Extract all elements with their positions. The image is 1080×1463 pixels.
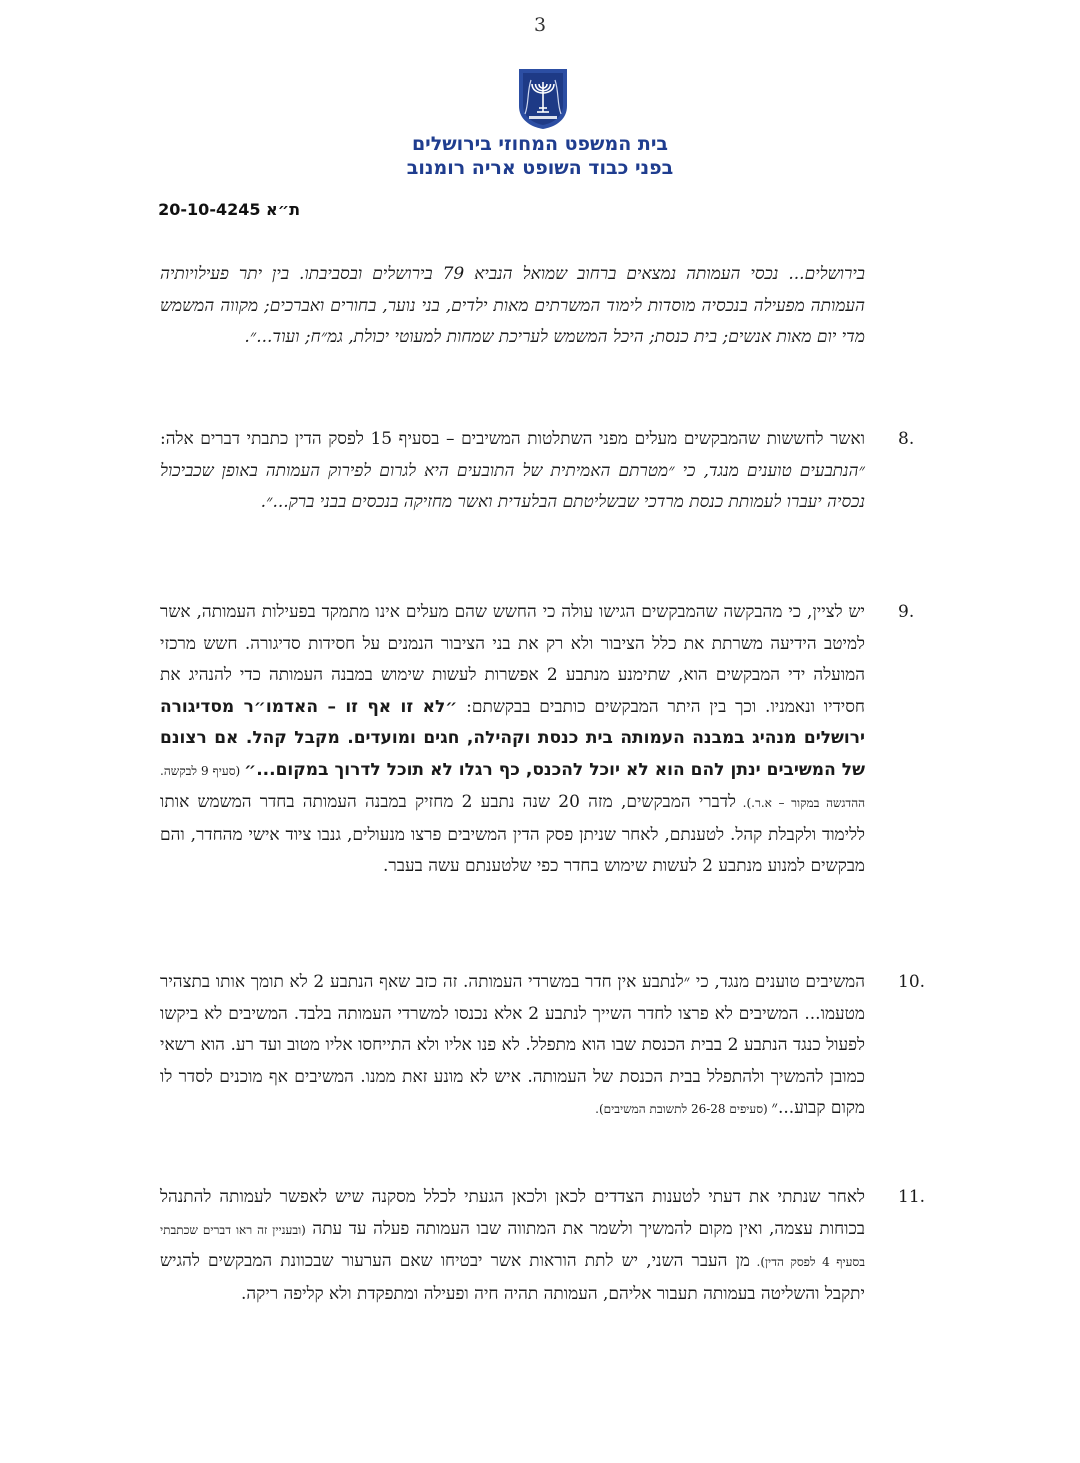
paragraph-9	[160, 597, 865, 883]
paragraph-11-text: לאחר שנתתי את דעתי לטענות הצדדים לכאן ולכאן הגעתי לכלל מסקנה שיש לאפשר לעמותה להתנהל בכוחות עצמה, ואין מקום להמשיך ולשמר את המתווה שבו העמותה פעלה עד עתה	[160, 1187, 865, 1239]
quote-block: בירושלים... נכסי העמותה נמצאים ברחוב שמואל הנביא 79 בירושלים ובסביבתו. בין יתר פעילויותיה העמותה מפעילה בנכסיה מוסדות לימוד המשרתים מאות ילדים, בני נוער, בחורים ואברכים; מקווה המשמש מדי יום מאות אנשים; בית כנסת; היכל המשמש לעריכת שמחות למעוטי יכולת, גמ״ח; ועוד...״.	[160, 264, 865, 347]
paragraph-8	[160, 424, 865, 519]
paragraph-number-8: 8.	[898, 429, 915, 449]
paragraph-number-9: 9.	[898, 602, 915, 622]
paragraph-10	[160, 967, 865, 1126]
paragraph-10-text: המשיבים טוענים מנגד, כי ״לנתבע אין חדר במשרדי העמותה. זה כזב שאף הנתבע 2 לא תומך אותו בתצהיר מטעמו... המשיבים לא פרצו לחדר השייך לנתבע 2 אלא נכנסו למשרדי העמותה בלבד. המשיבים לא ביקשו לפעול כנגד הנתבע 2 בבית הכנסת שבו הוא מתפלל. לא פנו אליו ולא התייחסו אליו מטוב ועד רע. הוא רשאי כמובן להמשיך ולהתפלל בבית הכנסת של העמותה. איש לא מונע זאת ממנו. המשיבים אף מוכנים לסדר לו מקום קבוע...״	[160, 972, 865, 1118]
page-number: 3	[533, 14, 547, 36]
court-name: בית המשפט המחוזי בירושלים	[411, 133, 669, 155]
paragraph-11	[160, 1182, 865, 1310]
paragraph-9-citation: (סעיף 9 לבקשה. ההדגשה במקור – א.ר.).	[160, 763, 866, 810]
paragraph-9-text-continued: לדברי המבקשים, מזה 20 שנה נתבע 2 מחזיק במבנה העמותה בחדר המשמש אותו ללימוד ולקבלת קהל. לטענתם, לאחר שניתן פסק הדין המשיבים פרצו מנעולים, גנבו ציוד אישי מהחדר, והם מבקשים למנוע מנתבע 2 לעשות שימוש בחדר כפי שלטענתם עשה בעבר.	[160, 792, 865, 876]
paragraph-number-10: 10.	[898, 972, 926, 992]
paragraph-10-citation: (סעיפים 26-28 לתשובת המשיבים).	[595, 1102, 772, 1116]
paragraph-11-text-continued: מן העבר השני, יש לתת הוראות אשר יבטיחו שאם הערעור שבכוונת המבקשים להגיש יתקבל והשליטה בעמותה תעבור אליהם, העמותה תהיה חיה ופעילה ומתפקדת ולא קליפה ריקה.	[160, 1251, 865, 1304]
paragraph-number-11: 11.	[898, 1187, 926, 1207]
paragraph-9-bold-quote: ״לא זו אף זו – האדמו״ר מסדיגורה ירושלים מנהיג במבנה העמותה בית כנסת וקהילה, חגים ומועדים. מקבל קהל. אם רצונם של המשיבים ינתן להם הוא לא יוכל להכנס, כף רגלו לא תוכל לדרוך במקום...״	[160, 696, 865, 780]
case-number: ת״א 20-10-4245	[158, 200, 300, 219]
court-header	[0, 132, 1080, 180]
paragraph-8-quote: ״הנתבעים טוענים מנגד, כי ״מטרתם האמיתית של התובעים היא לגרום לפירוק העמותה באופן שכביכול נכסיה יעברו לעמותת כנסת מרדכי שבשליטתם הבלעדית ואשר מחזיקה בנכסים בבני ברק...״.	[160, 460, 865, 512]
judge-name: בפני כבוד השופט אריה רומנוב	[406, 157, 674, 179]
paragraph-8-text: ואשר לחששות שהמבקשים מעלים מפני השתלטות המשיבים – בסעיף 15 לפסק הדין כתבתי דברים אלה:	[160, 429, 866, 449]
paragraph-11-citation: (ובעניין זה ראו דברים שכתבתי בסעיף 4 לפסק הדין).	[160, 1222, 866, 1269]
paragraph-9-text: יש לציין, כי מהבקשה שהמבקשים הגישו עולה כי החשש שהם מעלים אינו מתמקד בפעילות העמותה, אשר למיטב הידיעה משרתת את כלל הציבור ולא רק את בני הציבור הנמנים על חסידות סדיגורה. חשש מרכזי המועלה ידי המבקשים הוא, שתימנע מנתבע 2 אפשרות לעשות שימוש במבנה העמותה כדי להנהיג את חסידיו ונאמניו. וכך בין היתר המבקשים כותבים בבקשתם:	[160, 602, 865, 717]
state-emblem-icon	[515, 66, 571, 130]
